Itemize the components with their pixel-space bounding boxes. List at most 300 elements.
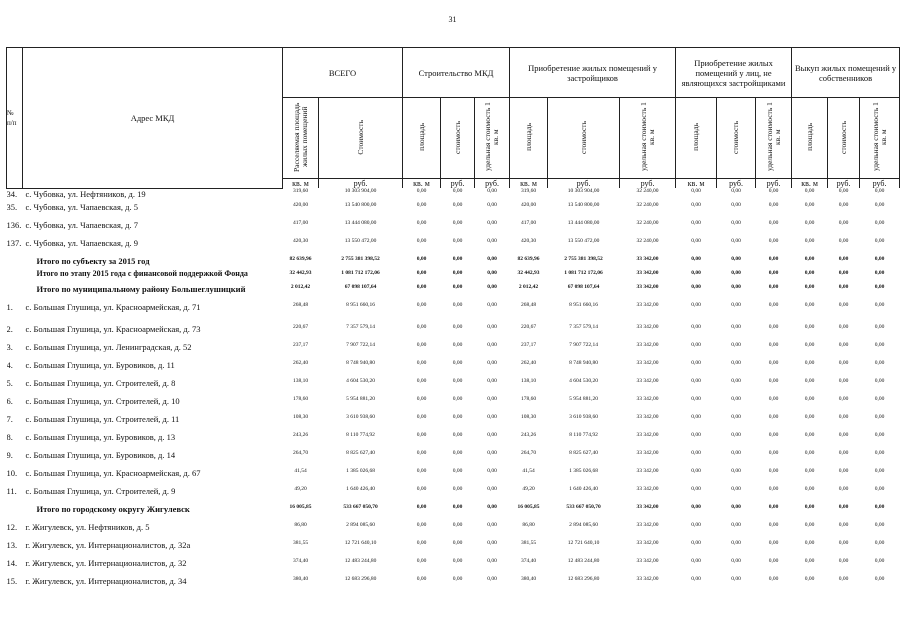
row-number xyxy=(7,256,23,270)
value-cell: 33 342,00 xyxy=(636,378,659,384)
value-cell: 7 357 579,14 xyxy=(569,324,598,330)
value-cell: 0,00 xyxy=(731,284,741,290)
address-cell: с. Большая Глушица, ул. Ленинградская, д. 52 xyxy=(25,342,192,352)
value-cell: 108,30 xyxy=(520,414,537,420)
value-cell: 10 303 904,00 xyxy=(344,188,377,194)
value-cell: 0,00 xyxy=(452,324,463,330)
value-cell: 1 081 712 172,06 xyxy=(564,270,603,276)
table-row xyxy=(7,450,900,468)
row-number: 35. xyxy=(6,202,18,212)
group-construction: Строительство МКД xyxy=(403,48,510,98)
value-cell: 0,00 xyxy=(874,396,885,402)
value-cell: 5 954 881,20 xyxy=(569,396,598,402)
value-cell: 0,00 xyxy=(731,324,741,330)
value-cell: 0,00 xyxy=(731,188,741,194)
value-cell: 0,00 xyxy=(691,238,701,244)
value-cell: 0,00 xyxy=(487,414,497,420)
value-cell: 0,00 xyxy=(838,540,849,546)
value-cell: 0,00 xyxy=(804,360,815,366)
value-cell: 0,00 xyxy=(768,360,779,366)
value-cell: 0,00 xyxy=(487,360,497,366)
unit-label: кв. м xyxy=(676,179,717,189)
value-cell: 8 825 627,40 xyxy=(346,450,375,456)
subtotal-row xyxy=(7,284,900,302)
row-number: 1. xyxy=(6,302,13,312)
value-cell: 0,00 xyxy=(768,284,779,290)
page-number: 31 xyxy=(448,15,457,24)
value-cell: 33 342,00 xyxy=(636,486,659,492)
value-cell: 33 342,00 xyxy=(636,504,659,510)
value-cell: 0,00 xyxy=(804,378,815,384)
value-cell: 32 240,00 xyxy=(636,188,659,194)
value-cell: 16 005,85 xyxy=(289,504,312,510)
value-cell: 32 240,00 xyxy=(636,202,659,208)
table-row xyxy=(7,540,900,558)
value-cell: 33 342,00 xyxy=(636,360,659,366)
value-cell: 0,00 xyxy=(691,432,701,438)
value-cell: 0,00 xyxy=(416,558,427,564)
table-row xyxy=(7,396,900,414)
table-row xyxy=(7,220,900,238)
value-cell: 1 385 026,68 xyxy=(569,468,598,474)
value-cell: 0,00 xyxy=(804,284,815,290)
value-cell: 0,00 xyxy=(874,302,885,308)
value-cell: 0,00 xyxy=(731,238,741,244)
value-cell: 0,00 xyxy=(452,576,463,582)
value-cell: 420,00 xyxy=(520,202,537,208)
value-cell: 0,00 xyxy=(731,540,741,546)
value-cell: 0,00 xyxy=(804,202,815,208)
value-cell: 33 342,00 xyxy=(636,450,659,456)
value-cell: 0,00 xyxy=(838,284,849,290)
value-cell: 0,00 xyxy=(768,414,779,420)
value-cell: 0,00 xyxy=(452,188,463,194)
value-cell: 262,40 xyxy=(292,360,309,366)
value-cell: 2 012,42 xyxy=(290,284,311,290)
value-cell: 0,00 xyxy=(838,360,849,366)
value-cell: 12 483 244,80 xyxy=(567,558,600,564)
value-cell: 33 342,00 xyxy=(636,302,659,308)
value-cell: 41,54 xyxy=(522,468,535,474)
value-cell: 2 755 381 398,52 xyxy=(564,256,603,262)
value-cell: 0,00 xyxy=(874,188,885,194)
value-cell: 0,00 xyxy=(691,558,701,564)
row-number: 4. xyxy=(6,360,13,370)
value-cell: 0,00 xyxy=(838,504,849,510)
value-cell: 0,00 xyxy=(874,504,885,510)
unit-label: кв. м xyxy=(283,179,319,189)
value-cell: 32 442,93 xyxy=(517,270,540,276)
value-cell: 0,00 xyxy=(768,302,779,308)
value-cell: 2 894 085,60 xyxy=(569,522,598,528)
row-number: 10. xyxy=(6,468,18,478)
subcol-unit-cost-header: удельная стоимость 1 кв. м xyxy=(475,98,510,179)
value-cell: 0,00 xyxy=(416,540,427,546)
subtotal-label: Итого по этапу 2015 года с финансовой поддержкой Фонда xyxy=(36,270,248,278)
value-cell: 0,00 xyxy=(838,202,849,208)
value-cell: 417,00 xyxy=(292,220,309,226)
value-cell: 0,00 xyxy=(452,220,463,226)
value-cell: 220,67 xyxy=(520,324,537,330)
value-cell: 0,00 xyxy=(874,378,885,384)
value-cell: 0,00 xyxy=(691,468,701,474)
value-cell: 0,00 xyxy=(416,324,427,330)
value-cell: 0,00 xyxy=(874,522,885,528)
value-cell: 8 110 774,92 xyxy=(346,432,375,438)
row-number: 15. xyxy=(6,576,18,586)
value-cell: 0,00 xyxy=(838,414,849,420)
value-cell: 33 342,00 xyxy=(636,324,659,330)
col-address-header: Адрес МКД xyxy=(23,48,283,189)
value-cell: 381,55 xyxy=(292,540,309,546)
value-cell: 0,00 xyxy=(487,378,497,384)
address-cell: с. Большая Глушица, ул. Строителей, д. 8 xyxy=(25,378,176,388)
value-cell: 0,00 xyxy=(487,540,497,546)
value-cell: 4 604 530,20 xyxy=(346,378,375,384)
value-cell: 0,00 xyxy=(804,486,815,492)
value-cell: 374,40 xyxy=(520,558,537,564)
value-cell: 0,00 xyxy=(838,324,849,330)
value-cell: 0,00 xyxy=(691,522,701,528)
value-cell: 0,00 xyxy=(487,450,497,456)
value-cell: 138,10 xyxy=(292,378,309,384)
value-cell: 0,00 xyxy=(838,220,849,226)
value-cell: 0,00 xyxy=(874,202,885,208)
subcol-unit-cost-header: удельная стоимость 1 кв. м xyxy=(756,98,792,179)
value-cell: 0,00 xyxy=(838,238,849,244)
value-cell: 0,00 xyxy=(416,504,427,510)
table-row xyxy=(7,202,900,220)
value-cell: 13 540 800,00 xyxy=(567,202,600,208)
row-number: 3. xyxy=(6,342,13,352)
value-cell: 0,00 xyxy=(874,342,885,348)
value-cell: 1 385 026,68 xyxy=(346,468,375,474)
value-cell: 0,00 xyxy=(768,450,779,456)
address-cell: с. Большая Глушица, ул. Буровиков, д. 14 xyxy=(25,450,176,460)
col-no-header: № п/п xyxy=(7,48,23,189)
value-cell: 33 342,00 xyxy=(636,468,659,474)
value-cell: 0,00 xyxy=(874,220,885,226)
value-cell: 8 110 774,92 xyxy=(569,432,598,438)
value-cell: 108,30 xyxy=(292,414,309,420)
value-cell: 0,00 xyxy=(804,188,815,194)
value-cell: 533 667 050,70 xyxy=(343,504,378,510)
row-number: 8. xyxy=(6,432,13,442)
value-cell: 381,55 xyxy=(520,540,537,546)
table-row xyxy=(7,414,900,432)
value-cell: 0,00 xyxy=(804,468,815,474)
value-cell: 0,00 xyxy=(416,342,427,348)
value-cell: 0,00 xyxy=(416,468,427,474)
value-cell: 0,00 xyxy=(691,450,701,456)
table-row xyxy=(7,302,900,324)
value-cell: 0,00 xyxy=(452,450,463,456)
value-cell: 0,00 xyxy=(691,270,701,276)
unit-label: кв. м xyxy=(510,179,548,189)
value-cell: 0,00 xyxy=(452,414,463,420)
value-cell: 0,00 xyxy=(452,270,463,276)
value-cell: 420,00 xyxy=(292,202,309,208)
value-cell: 0,00 xyxy=(452,396,463,402)
unit-label: руб. xyxy=(475,179,510,189)
value-cell: 0,00 xyxy=(691,256,701,262)
value-cell: 0,00 xyxy=(768,522,779,528)
address-cell: г. Жигулевск, ул. Нефтяников, д. 5 xyxy=(25,522,150,532)
value-cell: 0,00 xyxy=(804,256,815,262)
value-cell: 0,00 xyxy=(691,504,701,510)
value-cell: 243,26 xyxy=(292,432,309,438)
unit-label: руб. xyxy=(620,179,676,189)
value-cell: 0,00 xyxy=(731,414,741,420)
subtotal-label: Итого по городскому округу Жигулевск xyxy=(36,504,190,514)
value-cell: 0,00 xyxy=(487,396,497,402)
value-cell: 0,00 xyxy=(691,396,701,402)
value-cell: 7 907 722,14 xyxy=(346,342,375,348)
value-cell: 0,00 xyxy=(874,256,885,262)
value-cell: 0,00 xyxy=(487,270,497,276)
value-cell: 8 825 627,40 xyxy=(569,450,598,456)
value-cell: 0,00 xyxy=(874,450,885,456)
value-cell: 0,00 xyxy=(416,486,427,492)
subcol-cost-header: Стоимость xyxy=(319,98,403,179)
value-cell: 237,17 xyxy=(520,342,537,348)
value-cell: 16 005,85 xyxy=(517,504,540,510)
value-cell: 0,00 xyxy=(768,202,779,208)
value-cell: 0,00 xyxy=(691,302,701,308)
value-cell: 12 683 296,80 xyxy=(567,576,600,582)
value-cell: 0,00 xyxy=(416,576,427,582)
unit-label: руб. xyxy=(756,179,792,189)
subtotal-label: Итого по муниципальному району Большеглушицкий xyxy=(36,284,246,294)
row-number: 14. xyxy=(6,558,18,568)
value-cell: 319,60 xyxy=(520,188,537,194)
table-row xyxy=(7,558,900,576)
value-cell: 5 954 881,20 xyxy=(346,396,375,402)
table-row xyxy=(7,324,900,342)
subtotal-row xyxy=(7,270,900,284)
row-number: 11. xyxy=(6,486,17,496)
value-cell: 0,00 xyxy=(874,238,885,244)
value-cell: 0,00 xyxy=(838,468,849,474)
value-cell: 0,00 xyxy=(416,396,427,402)
value-cell: 0,00 xyxy=(768,468,779,474)
value-cell: 0,00 xyxy=(416,414,427,420)
value-cell: 237,17 xyxy=(292,342,309,348)
value-cell: 0,00 xyxy=(487,522,497,528)
value-cell: 138,10 xyxy=(520,378,537,384)
address-cell: с. Большая Глушица, ул. Красноармейская, д. 67 xyxy=(25,468,201,478)
value-cell: 67 098 107,64 xyxy=(567,284,600,290)
value-cell: 0,00 xyxy=(838,450,849,456)
subcol-cost-header: стоимость xyxy=(548,98,620,179)
value-cell: 0,00 xyxy=(452,202,463,208)
value-cell: 0,00 xyxy=(731,302,741,308)
value-cell: 0,00 xyxy=(691,540,701,546)
value-cell: 33 342,00 xyxy=(636,432,659,438)
address-cell: с. Большая Глушица, ул. Буровиков, д. 13 xyxy=(25,432,176,442)
value-cell: 33 342,00 xyxy=(636,256,659,262)
value-cell: 13 550 472,00 xyxy=(567,238,600,244)
value-cell: 380,40 xyxy=(292,576,309,582)
value-cell: 82 639,96 xyxy=(517,256,540,262)
value-cell: 0,00 xyxy=(804,342,815,348)
value-cell: 0,00 xyxy=(768,378,779,384)
value-cell: 8 951 660,16 xyxy=(569,302,598,308)
value-cell: 0,00 xyxy=(452,360,463,366)
value-cell: 0,00 xyxy=(731,576,741,582)
row-number: 7. xyxy=(6,414,13,424)
value-cell: 0,00 xyxy=(804,558,815,564)
unit-label: руб. xyxy=(548,179,620,189)
unit-label: руб. xyxy=(860,179,900,189)
value-cell: 0,00 xyxy=(731,432,741,438)
value-cell: 0,00 xyxy=(731,450,741,456)
unit-label: руб. xyxy=(717,179,756,189)
value-cell: 0,00 xyxy=(731,378,741,384)
value-cell: 0,00 xyxy=(768,486,779,492)
value-cell: 0,00 xyxy=(416,450,427,456)
unit-label: руб. xyxy=(319,179,403,189)
value-cell: 0,00 xyxy=(731,558,741,564)
value-cell: 0,00 xyxy=(452,558,463,564)
value-cell: 0,00 xyxy=(691,414,701,420)
value-cell: 0,00 xyxy=(731,396,741,402)
value-cell: 0,00 xyxy=(416,378,427,384)
value-cell: 10 303 904,00 xyxy=(567,188,600,194)
value-cell: 33 342,00 xyxy=(636,270,659,276)
value-cell: 0,00 xyxy=(452,522,463,528)
row-number xyxy=(7,270,23,284)
value-cell: 420,30 xyxy=(520,238,537,244)
address-cell: г. Жигулевск, ул. Интернационалистов, д. 32а xyxy=(25,540,191,550)
value-cell: 0,00 xyxy=(768,238,779,244)
value-cell: 67 098 107,64 xyxy=(344,284,377,290)
value-cell: 0,00 xyxy=(452,284,463,290)
subcol-cost-header: стоимость xyxy=(717,98,756,179)
value-cell: 0,00 xyxy=(452,486,463,492)
table-row xyxy=(7,188,900,202)
value-cell: 0,00 xyxy=(487,468,497,474)
subcol-area-header: площадь xyxy=(676,98,717,179)
value-cell: 4 604 530,20 xyxy=(569,378,598,384)
value-cell: 32 240,00 xyxy=(636,220,659,226)
value-cell: 1 081 712 172,06 xyxy=(341,270,380,276)
row-number xyxy=(7,284,23,302)
subtotal-label: Итого по субъекту за 2015 год xyxy=(36,256,150,266)
value-cell: 0,00 xyxy=(487,504,497,510)
table-row xyxy=(7,576,900,594)
value-cell: 0,00 xyxy=(416,432,427,438)
value-cell: 0,00 xyxy=(838,522,849,528)
value-cell: 41,54 xyxy=(294,468,307,474)
row-number: 137. xyxy=(6,238,22,248)
value-cell: 0,00 xyxy=(874,270,885,276)
value-cell: 417,00 xyxy=(520,220,537,226)
value-cell: 0,00 xyxy=(874,486,885,492)
subcol-cost-header: стоимость xyxy=(441,98,475,179)
value-cell: 0,00 xyxy=(804,238,815,244)
value-cell: 2 894 085,60 xyxy=(346,522,375,528)
subcol-area-header: Расселяемая площадь жилых помещений xyxy=(283,98,319,179)
value-cell: 0,00 xyxy=(487,432,497,438)
value-cell: 0,00 xyxy=(874,558,885,564)
value-cell: 0,00 xyxy=(416,238,427,244)
value-cell: 0,00 xyxy=(487,202,497,208)
value-cell: 0,00 xyxy=(768,540,779,546)
value-cell: 0,00 xyxy=(416,256,427,262)
value-cell: 0,00 xyxy=(768,504,779,510)
address-cell: с. Большая Глушица, ул. Строителей, д. 9 xyxy=(25,486,176,496)
value-cell: 3 610 938,60 xyxy=(346,414,375,420)
value-cell: 178,60 xyxy=(520,396,537,402)
value-cell: 0,00 xyxy=(804,414,815,420)
address-cell: с. Большая Глушица, ул. Строителей, д. 11 xyxy=(25,414,180,424)
value-cell: 33 342,00 xyxy=(636,522,659,528)
value-cell: 0,00 xyxy=(838,256,849,262)
table-row xyxy=(7,342,900,360)
value-cell: 380,40 xyxy=(520,576,537,582)
value-cell: 0,00 xyxy=(804,396,815,402)
value-cell: 0,00 xyxy=(691,486,701,492)
value-cell: 374,40 xyxy=(292,558,309,564)
address-cell: с. Чубовка, ул. Нефтяников, д. 19 xyxy=(25,188,146,199)
value-cell: 0,00 xyxy=(838,432,849,438)
value-cell: 268,48 xyxy=(520,302,537,308)
value-cell: 0,00 xyxy=(804,504,815,510)
value-cell: 8 951 660,16 xyxy=(346,302,375,308)
address-cell: с. Чубовка, ул. Чапаевская, д. 7 xyxy=(25,220,138,230)
value-cell: 0,00 xyxy=(487,220,497,226)
value-cell: 13 444 080,00 xyxy=(344,220,377,226)
address-cell: г. Жигулевск, ул. Интернационалистов, д. 34 xyxy=(25,576,187,586)
value-cell: 0,00 xyxy=(416,522,427,528)
value-cell: 0,00 xyxy=(768,558,779,564)
value-cell: 0,00 xyxy=(416,220,427,226)
value-cell: 0,00 xyxy=(691,220,701,226)
value-cell: 0,00 xyxy=(804,576,815,582)
table-row xyxy=(7,468,900,486)
value-cell: 13 540 800,00 xyxy=(344,202,377,208)
value-cell: 0,00 xyxy=(452,432,463,438)
table-row xyxy=(7,238,900,256)
value-cell: 0,00 xyxy=(838,396,849,402)
value-cell: 0,00 xyxy=(452,468,463,474)
subcol-area-header: площадь xyxy=(403,98,441,179)
value-cell: 0,00 xyxy=(691,342,701,348)
value-cell: 0,00 xyxy=(768,324,779,330)
value-cell: 0,00 xyxy=(416,302,427,308)
row-number: 5. xyxy=(6,378,13,388)
value-cell: 0,00 xyxy=(452,342,463,348)
value-cell: 0,00 xyxy=(691,188,701,194)
value-cell: 8 748 940,80 xyxy=(346,360,375,366)
address-cell: г. Жигулевск, ул. Интернационалистов, д. 32 xyxy=(25,558,187,568)
row-number: 34. xyxy=(6,188,18,199)
value-cell: 12 683 296,80 xyxy=(344,576,377,582)
value-cell: 0,00 xyxy=(487,576,497,582)
group-owner-buyout: Выкуп жилых помещений у собственников xyxy=(792,48,900,98)
value-cell: 0,00 xyxy=(691,284,701,290)
value-cell: 0,00 xyxy=(804,270,815,276)
value-cell: 33 342,00 xyxy=(636,540,659,546)
subcol-area-header: площадь xyxy=(792,98,828,179)
value-cell: 0,00 xyxy=(768,220,779,226)
resettlement-table xyxy=(6,47,900,594)
value-cell: 0,00 xyxy=(731,220,741,226)
value-cell: 1 640 426,40 xyxy=(569,486,598,492)
subcol-unit-cost-header: удельная стоимость 1 кв. м xyxy=(620,98,676,179)
value-cell: 0,00 xyxy=(731,486,741,492)
